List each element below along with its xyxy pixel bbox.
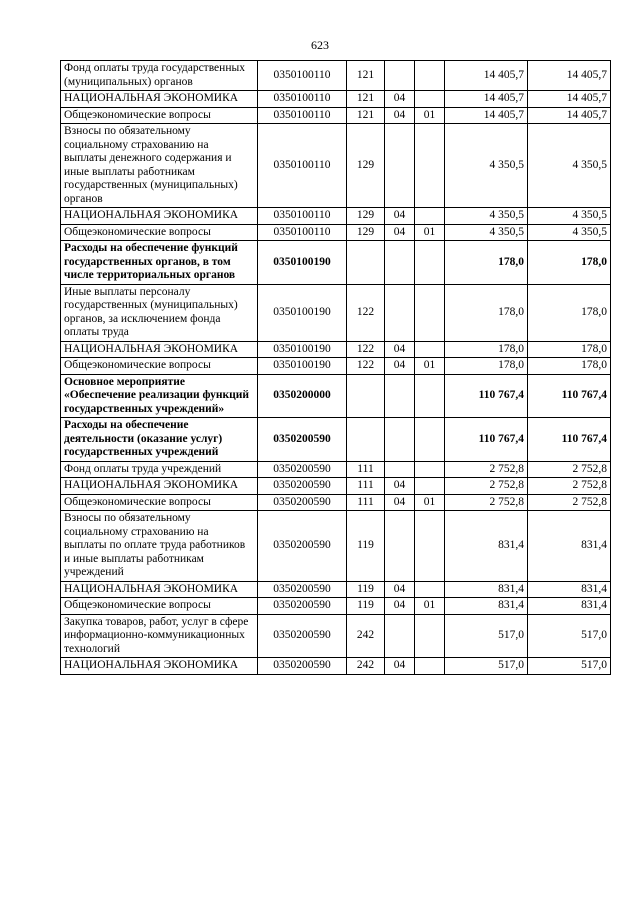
row-subsection bbox=[415, 91, 445, 108]
row-amount-year-1: 178,0 bbox=[445, 341, 528, 358]
budget-table-body bbox=[61, 61, 611, 675]
row-amount-year-2: 14 405,7 bbox=[528, 107, 611, 124]
row-amount-year-2: 110 767,4 bbox=[528, 418, 611, 462]
table-row bbox=[61, 284, 611, 341]
row-target-code: 0350100190 bbox=[258, 341, 347, 358]
row-amount-year-1: 4 350,5 bbox=[445, 208, 528, 225]
row-subsection: 01 bbox=[415, 107, 445, 124]
row-amount-year-2: 4 350,5 bbox=[528, 208, 611, 225]
row-subsection: 01 bbox=[415, 358, 445, 375]
row-subsection bbox=[415, 581, 445, 598]
table-row bbox=[61, 358, 611, 375]
row-expense-type: 122 bbox=[347, 284, 385, 341]
row-target-code: 0350200590 bbox=[258, 478, 347, 495]
row-target-code: 0350100110 bbox=[258, 224, 347, 241]
row-name: Расходы на обеспечение функций государственных органов, в том числе территориальных органов bbox=[61, 241, 258, 285]
row-target-code: 0350100110 bbox=[258, 61, 347, 91]
row-subsection bbox=[415, 124, 445, 208]
row-name: Закупка товаров, работ, услуг в сфере информационно-коммуникационных технологий bbox=[61, 614, 258, 658]
row-target-code: 0350100110 bbox=[258, 124, 347, 208]
row-amount-year-1: 2 752,8 bbox=[445, 461, 528, 478]
row-amount-year-2: 4 350,5 bbox=[528, 224, 611, 241]
row-amount-year-1: 517,0 bbox=[445, 658, 528, 675]
row-target-code: 0350200590 bbox=[258, 614, 347, 658]
row-amount-year-2: 831,4 bbox=[528, 598, 611, 615]
row-name: Фонд оплаты труда учреждений bbox=[61, 461, 258, 478]
row-name: НАЦИОНАЛЬНАЯ ЭКОНОМИКА bbox=[61, 341, 258, 358]
row-target-code: 0350100110 bbox=[258, 107, 347, 124]
row-target-code: 0350200590 bbox=[258, 461, 347, 478]
row-expense-type bbox=[347, 241, 385, 285]
table-row bbox=[61, 61, 611, 91]
budget-table bbox=[60, 60, 611, 675]
row-expense-type: 121 bbox=[347, 61, 385, 91]
row-amount-year-1: 831,4 bbox=[445, 511, 528, 582]
row-target-code: 0350200590 bbox=[258, 598, 347, 615]
row-amount-year-2: 517,0 bbox=[528, 658, 611, 675]
row-expense-type: 119 bbox=[347, 581, 385, 598]
row-expense-type: 122 bbox=[347, 341, 385, 358]
row-target-code: 0350100190 bbox=[258, 358, 347, 375]
row-subsection bbox=[415, 511, 445, 582]
row-section: 04 bbox=[385, 658, 415, 675]
row-expense-type: 119 bbox=[347, 511, 385, 582]
table-row bbox=[61, 107, 611, 124]
row-expense-type: 119 bbox=[347, 598, 385, 615]
row-target-code: 0350200590 bbox=[258, 511, 347, 582]
row-section bbox=[385, 374, 415, 418]
row-section: 04 bbox=[385, 208, 415, 225]
row-expense-type: 111 bbox=[347, 478, 385, 495]
row-amount-year-2: 178,0 bbox=[528, 284, 611, 341]
row-section: 04 bbox=[385, 91, 415, 108]
row-amount-year-2: 2 752,8 bbox=[528, 494, 611, 511]
row-amount-year-2: 178,0 bbox=[528, 358, 611, 375]
row-section bbox=[385, 124, 415, 208]
row-name: Фонд оплаты труда государственных (муниципальных) органов bbox=[61, 61, 258, 91]
row-amount-year-1: 4 350,5 bbox=[445, 224, 528, 241]
table-row bbox=[61, 124, 611, 208]
row-subsection bbox=[415, 61, 445, 91]
row-expense-type: 111 bbox=[347, 461, 385, 478]
row-section: 04 bbox=[385, 494, 415, 511]
row-target-code: 0350200590 bbox=[258, 581, 347, 598]
row-section: 04 bbox=[385, 598, 415, 615]
row-amount-year-2: 14 405,7 bbox=[528, 61, 611, 91]
row-amount-year-1: 178,0 bbox=[445, 284, 528, 341]
row-expense-type: 129 bbox=[347, 224, 385, 241]
row-name: Общеэкономические вопросы bbox=[61, 358, 258, 375]
row-subsection bbox=[415, 341, 445, 358]
table-row bbox=[61, 341, 611, 358]
row-amount-year-2: 14 405,7 bbox=[528, 91, 611, 108]
row-amount-year-2: 4 350,5 bbox=[528, 124, 611, 208]
row-target-code: 0350200590 bbox=[258, 658, 347, 675]
row-amount-year-2: 178,0 bbox=[528, 241, 611, 285]
row-section: 04 bbox=[385, 358, 415, 375]
row-amount-year-2: 517,0 bbox=[528, 614, 611, 658]
row-subsection bbox=[415, 478, 445, 495]
row-subsection: 01 bbox=[415, 224, 445, 241]
page-number: 623 bbox=[311, 38, 329, 52]
row-amount-year-2: 2 752,8 bbox=[528, 478, 611, 495]
row-expense-type: 111 bbox=[347, 494, 385, 511]
row-name: НАЦИОНАЛЬНАЯ ЭКОНОМИКА bbox=[61, 658, 258, 675]
row-subsection bbox=[415, 461, 445, 478]
table-row bbox=[61, 614, 611, 658]
row-amount-year-1: 517,0 bbox=[445, 614, 528, 658]
row-section bbox=[385, 284, 415, 341]
row-target-code: 0350200000 bbox=[258, 374, 347, 418]
row-expense-type bbox=[347, 374, 385, 418]
row-name: Основное мероприятие «Обеспечение реализации функций государственных учреждений» bbox=[61, 374, 258, 418]
row-target-code: 0350100190 bbox=[258, 241, 347, 285]
row-section bbox=[385, 61, 415, 91]
row-subsection bbox=[415, 374, 445, 418]
row-amount-year-1: 4 350,5 bbox=[445, 124, 528, 208]
row-expense-type: 122 bbox=[347, 358, 385, 375]
row-amount-year-1: 14 405,7 bbox=[445, 61, 528, 91]
row-name: Общеэкономические вопросы bbox=[61, 107, 258, 124]
row-name: Расходы на обеспечение деятельности (оказание услуг) государственных учреждений bbox=[61, 418, 258, 462]
table-row bbox=[61, 494, 611, 511]
row-expense-type: 121 bbox=[347, 91, 385, 108]
row-amount-year-1: 2 752,8 bbox=[445, 478, 528, 495]
row-section bbox=[385, 614, 415, 658]
table-row bbox=[61, 208, 611, 225]
row-target-code: 0350100110 bbox=[258, 208, 347, 225]
row-subsection bbox=[415, 241, 445, 285]
row-section: 04 bbox=[385, 341, 415, 358]
row-section bbox=[385, 418, 415, 462]
row-subsection bbox=[415, 658, 445, 675]
table-row bbox=[61, 511, 611, 582]
row-name: НАЦИОНАЛЬНАЯ ЭКОНОМИКА bbox=[61, 581, 258, 598]
row-section bbox=[385, 461, 415, 478]
row-name: НАЦИОНАЛЬНАЯ ЭКОНОМИКА bbox=[61, 478, 258, 495]
row-name: Взносы по обязательному социальному страхованию на выплаты по оплате труда работников и иные выплаты работникам учреждений bbox=[61, 511, 258, 582]
row-subsection bbox=[415, 614, 445, 658]
row-name: НАЦИОНАЛЬНАЯ ЭКОНОМИКА bbox=[61, 91, 258, 108]
row-subsection bbox=[415, 284, 445, 341]
table-row bbox=[61, 658, 611, 675]
row-target-code: 0350200590 bbox=[258, 418, 347, 462]
row-name: Иные выплаты персоналу государственных (муниципальных) органов, за исключением фонда оплаты труда bbox=[61, 284, 258, 341]
row-section: 04 bbox=[385, 107, 415, 124]
row-section bbox=[385, 241, 415, 285]
row-section: 04 bbox=[385, 478, 415, 495]
row-expense-type: 129 bbox=[347, 124, 385, 208]
row-amount-year-1: 110 767,4 bbox=[445, 374, 528, 418]
table-row bbox=[61, 91, 611, 108]
table-row bbox=[61, 461, 611, 478]
table-row bbox=[61, 478, 611, 495]
row-amount-year-1: 178,0 bbox=[445, 358, 528, 375]
row-amount-year-2: 831,4 bbox=[528, 511, 611, 582]
row-name: Взносы по обязательному социальному страхованию на выплаты денежного содержания и иные выплаты работникам государственных (муниципальных) органов bbox=[61, 124, 258, 208]
row-subsection: 01 bbox=[415, 598, 445, 615]
row-section bbox=[385, 511, 415, 582]
row-amount-year-1: 178,0 bbox=[445, 241, 528, 285]
row-name: Общеэкономические вопросы bbox=[61, 598, 258, 615]
row-expense-type: 242 bbox=[347, 658, 385, 675]
table-row bbox=[61, 374, 611, 418]
table-row bbox=[61, 241, 611, 285]
row-amount-year-2: 110 767,4 bbox=[528, 374, 611, 418]
row-section: 04 bbox=[385, 224, 415, 241]
row-amount-year-1: 14 405,7 bbox=[445, 107, 528, 124]
row-amount-year-2: 178,0 bbox=[528, 341, 611, 358]
row-amount-year-2: 831,4 bbox=[528, 581, 611, 598]
row-amount-year-1: 110 767,4 bbox=[445, 418, 528, 462]
row-target-code: 0350200590 bbox=[258, 494, 347, 511]
row-expense-type: 242 bbox=[347, 614, 385, 658]
row-amount-year-1: 2 752,8 bbox=[445, 494, 528, 511]
row-amount-year-1: 831,4 bbox=[445, 581, 528, 598]
row-expense-type: 121 bbox=[347, 107, 385, 124]
table-row bbox=[61, 224, 611, 241]
row-expense-type bbox=[347, 418, 385, 462]
row-name: Общеэкономические вопросы bbox=[61, 224, 258, 241]
row-name: НАЦИОНАЛЬНАЯ ЭКОНОМИКА bbox=[61, 208, 258, 225]
row-subsection bbox=[415, 208, 445, 225]
row-amount-year-1: 14 405,7 bbox=[445, 91, 528, 108]
row-target-code: 0350100110 bbox=[258, 91, 347, 108]
row-subsection: 01 bbox=[415, 494, 445, 511]
row-amount-year-2: 2 752,8 bbox=[528, 461, 611, 478]
row-target-code: 0350100190 bbox=[258, 284, 347, 341]
table-row bbox=[61, 418, 611, 462]
table-row bbox=[61, 581, 611, 598]
row-expense-type: 129 bbox=[347, 208, 385, 225]
row-amount-year-1: 831,4 bbox=[445, 598, 528, 615]
table-row bbox=[61, 598, 611, 615]
row-section: 04 bbox=[385, 581, 415, 598]
row-subsection bbox=[415, 418, 445, 462]
row-name: Общеэкономические вопросы bbox=[61, 494, 258, 511]
